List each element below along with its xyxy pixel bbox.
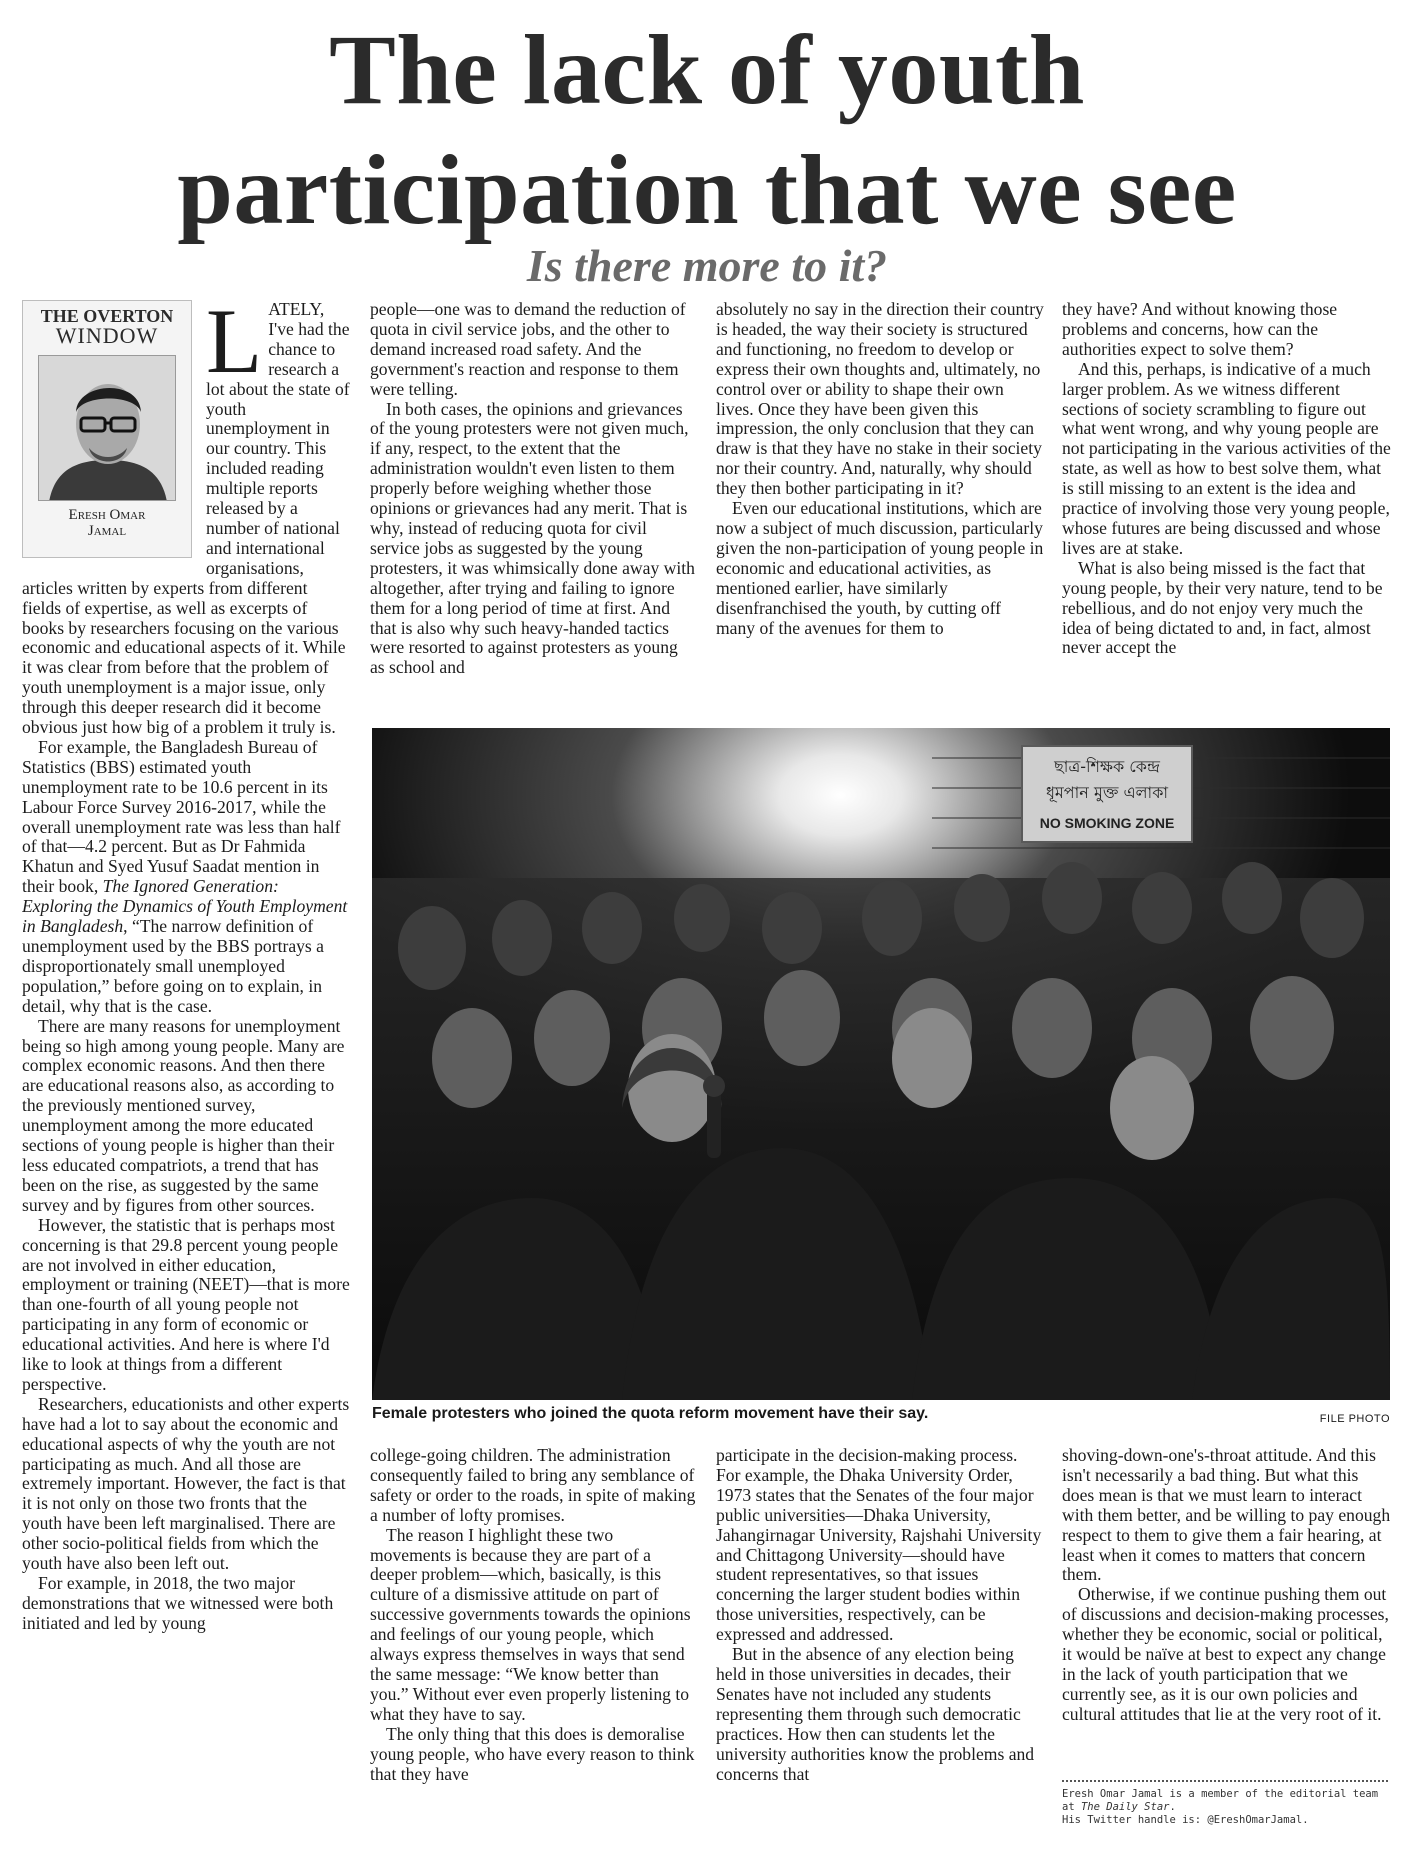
article-paragraph: But in the absence of any election being held in those universities in decades, their Senates have not included any students representing them through such democratic practices. How then can students let the university authorities know the problems and concerns that [716,1644,1035,1784]
article-paragraph: absolutely no say in the direction their country is headed, the way their society is structured and functioning, no freedom to develop or express their own thoughts and, ultimately, no control over or ability to shape their own lives. Once they have been given this impression, the only conclusion that they can draw is that they have no stake in their society nor their country. And, naturally, why should they then bother participating in it? [716,300,1044,499]
no-smoking-sign [1022,746,1192,842]
article-paragraph: people—one was to demand the reduction of quota in civil service jobs, and the other to demand increased road safety. And the government's reaction and response to them were telling. [370,300,686,399]
paragraph-text: , “The narrow definition of unemployment used by the BBS portrays a disproportionately small unemployed population,” before going on to explain, in detail, why that is the case. [22,916,324,1016]
headline-line-2: participation that we see [177,134,1237,245]
footnote-line-3: His Twitter handle is: @EreshOmarJamal. [1062,1814,1309,1826]
article-paragraph: college-going children. The administration consequently failed to bring any semblance of safety or order to the roads, in spite of making a number of lofty promises. [370,1446,696,1525]
article-paragraph: In both cases, the opinions and grievances of the young protesters were not given much, if any, respect, to the extent that the administration wouldn't even listen to them properly before weighing whether those opinions or grievances had any merit. That is why, instead of reducing quota for civil service jobs as suggested by the young protesters, it was whimsically done away with altogether, after trying and failing to ignore them for a long period of time at first. And that is also why such heavy-handed tactics were resorted to against protesters as young as school and [370,398,695,678]
protest-photo-illustration [372,728,1390,1400]
article-paragraph: participate in the decision-making process. For example, the Dhaka University Order, 1973 states that the Senates of the four major public universities—Dhaka University, Jahangirnagar University, Rajshahi University and Chittagong University—should have student representatives, so that issues concerning the larger student bodies within those universities, respectively, can be expressed and addressed. [716,1446,1042,1645]
article-column-3-bottom [716,1446,1044,1856]
headline-line-1: The lack of youth [329,14,1085,125]
column-name-line-2: WINDOW [55,323,159,348]
article-column-1 [22,300,350,1856]
sign-text-line-1: ছাত্র-শিক্ষক কেন্দ্র [1054,757,1160,776]
article-column-2-bottom [370,1446,696,1856]
photo-caption: Female protesters who joined the quota reform movement have their say. [372,1405,929,1422]
column-author-box [22,300,192,558]
column-author-name-line-2: Jamal [87,523,127,539]
article-paragraph: The reason I highlight these two movements is because they are part of a deeper problem—which, basically, is this culture of a dismissive attitude on part of successive governments towards the opinions and feelings of our young people, which always express themselves in ways that send the same message: “We know better than you.” Without ever even properly listening to what they have to say. [370,1524,691,1724]
drop-cap: L [206,300,263,392]
footnote-divider [1062,1780,1388,1782]
article-paragraph: What is also being missed is the fact that young people, by their very nature, tend to be rebellious, and do not enjoy very much the idea of being dictated to and, in fact, almost never accept the [1062,557,1383,658]
article-paragraph: Researchers, educationists and other experts have had a lot to say about the economic and educational aspects of why the youth are not participating as much. And all those are extremely important. However, the fact is that it is not only on those two fronts that the youth have been left marginalised. There are other socio-political fields from which the youth have also been left out. [22,1393,350,1574]
footnote-suffix: . [1169,1801,1176,1813]
article-paragraph: And this, perhaps, is indicative of a much larger problem. As we witness different sections of society scrambling to figure out what went wrong, and why young people are not participating in the various activities of the state, as well as how to best solve them, what is still missing to an extent is the idea and practice of involving those very young people, whose futures are being discussed and whose lives are at stake. [1062,358,1391,558]
article-photo [372,728,1390,1400]
article-column-4-top [1062,300,1392,720]
newspaper-name: The Daily Star [1080,1801,1170,1813]
article-paragraph: Otherwise, if we continue pushing them out of discussions and decision-making processes, whether they be economic, social or political, it would be naïve at best to expect any change in the lack of youth participation that we currently see, as it is our own policies and cultural attitudes that lie at the very root of it. [1062,1584,1389,1724]
article-paragraph: However, the statistic that is perhaps most concerning is that 29.8 percent young people are not involved in either education, employment or training (NEET)—that is more than one-fourth of all young people not participating in any form of economic or educational activities. And here is where I'd like to look at things from a different perspective. [22,1214,350,1394]
article-paragraph: they have? And without knowing those problems and concerns, how can the authorities expect to solve them? [1062,300,1338,359]
article-paragraph: There are many reasons for unemployment being so high among young people. Many are complex economic reasons. And then there are educational reasons also, as according to the previously mentioned survey, unemployment among the more educated sections of young people is higher than their less educated compatriots, a trend that has been on the rise, as suggested by the same survey and by figures from other sources. [22,1015,345,1215]
article-paragraph: For example, in 2018, the two major demonstrations that we witnessed were both initiated and led by young [22,1573,334,1633]
column-name-line-1: THE OVERTON [40,306,174,326]
article-subheadline: Is there more to it? [526,240,888,291]
author-footnote [1062,1788,1392,1827]
column-author-name-line-1: Eresh Omar [68,507,146,523]
footnote-line-2 [1062,1801,1392,1814]
paragraph-text: For example, the Bangladesh Bureau of Statistics (BBS) estimated youth unemployment rate to be 10.6 percent in its Labour Force Survey 2016-2017, while the overall unemployment rate was less than half of that—4.2 percent. But as Dr Fahmida Khatun and Syed Yusuf Saadat mention in their book, [22,736,341,897]
article-paragraph: The only thing that this does is demoralise young people, who have every reason to think that they have [370,1723,695,1784]
sign-text-line-3: NO SMOKING ZONE [1039,815,1175,831]
sign-text-line-2: ধূমপান মুক্ত এলাকা [1045,783,1169,802]
footnote-prefix: at [1062,1801,1081,1813]
article-paragraph: Even our educational institutions, which are now a subject of much discussion, particularly given the non-participation of young people in economic and educational activities, as mentioned earlier, have similarly disenfranchised the youth, by cutting off many of the avenues for them to [716,498,1044,638]
author-photo [38,355,176,501]
article-headline [0,10,1414,250]
article-paragraph: shoving-down-one's-throat attitude. And this isn't necessarily a bad thing. But what this does mean is that we must learn to interact with them better, and be willing to pay enough respect to them to give them a fair hearing, at least when it comes to matters that concern them. [1062,1446,1391,1585]
article-column-3-top [716,300,1044,720]
photo-credit: FILE PHOTO [1319,1413,1390,1425]
footnote-line-1: Eresh Omar Jamal is a member of the editorial team [1062,1788,1379,1800]
paragraph-text: ATELY, I've had the chance to research a lot about the state of youth unemployment in our country. This included reading multiple reports released by a number of national and international organisations, articles written by experts from different fields of expertise, as well as excerpts of books by researchers focusing on the various economic and educational aspects of it. While it was clear from before that the problem of youth unemployment is a major issue, only through this deeper research did it become obvious just how big of a problem it truly is. [22,300,350,738]
article-column-4-bottom [1062,1446,1392,1774]
article-column-2-top [370,300,696,720]
book-title: The Ignored Generation: Exploring the Dynamics of Youth Employment in Bangladesh [22,876,348,937]
article-paragraph [22,738,350,1017]
